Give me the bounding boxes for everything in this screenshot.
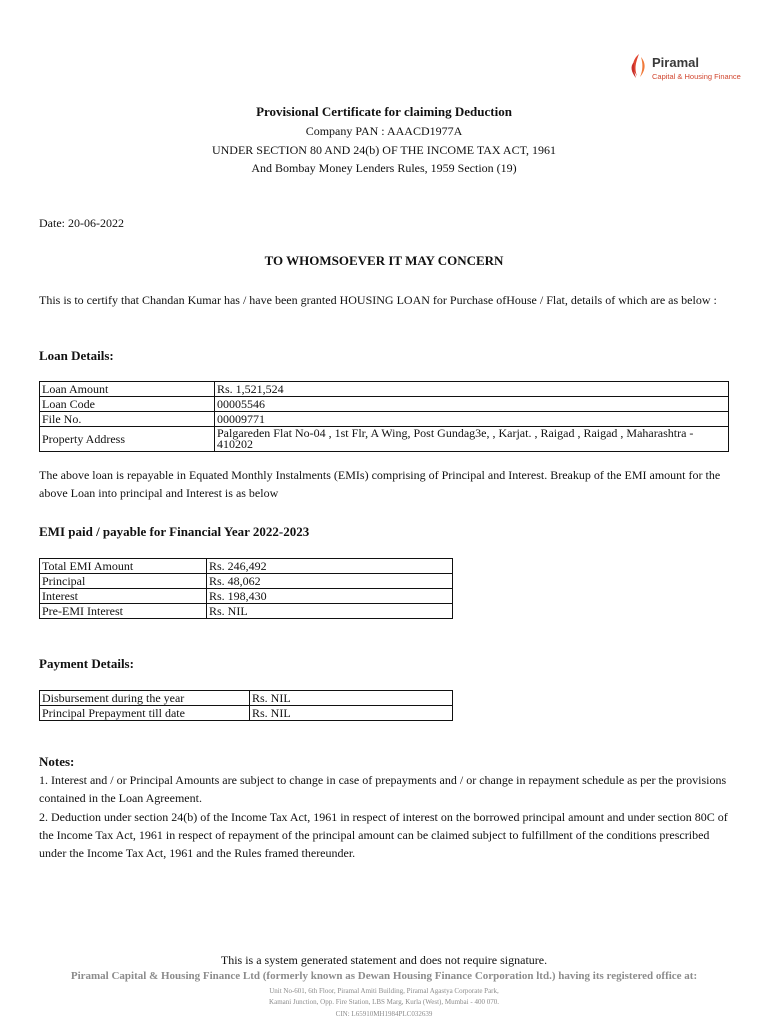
table-row: [40, 382, 729, 397]
table-row: [40, 574, 453, 589]
table-row: [40, 706, 453, 721]
address-line-2: Kamani Junction, Opp. Fire Station, LBS Marg, Kurla (West), Mumbai - 400 070.: [269, 998, 499, 1006]
concern-heading: TO WHOMSOEVER IT MAY CONCERN: [264, 253, 504, 268]
intro-paragraph: This is to certify that Chandan Kumar has / have been granted HOUSING LOAN for Purchase ofHouse / Flat, details of which are as below :: [39, 293, 717, 307]
section-reference: UNDER SECTION 80 AND 24(b) OF THE INCOME TAX ACT, 1961: [211, 143, 557, 157]
emi-explanation: The above loan is repayable in Equated Monthly Instalments (EMIs) comprising of Principal and Interest. Breakup of the EMI amount for the above Loan into principal and Interest is as below: [39, 468, 721, 500]
table-row: [40, 691, 453, 706]
property-address-label: Property Address: [40, 427, 215, 452]
disbursement-value: Rs. NIL: [250, 691, 453, 706]
piramal-logo-icon: [628, 52, 650, 80]
file-no-value: 00009771: [215, 412, 729, 427]
notes-heading: Notes:: [39, 754, 75, 769]
logo-tagline: Capital & Housing Finance: [652, 72, 741, 81]
property-address-value: Palgareden Flat No-04 , 1st Flr, A Wing, Post Gundag3e, , Karjat. , Raigad , Raigad , Maharashtra - 410202: [215, 427, 729, 452]
file-no-label: File No.: [40, 412, 215, 427]
loan-amount-label: Loan Amount: [40, 382, 215, 397]
interest-label: Interest: [40, 589, 207, 604]
table-row: [40, 412, 729, 427]
prepayment-value: Rs. NIL: [250, 706, 453, 721]
certificate-date: Date: 20-06-2022: [39, 216, 124, 230]
disbursement-label: Disbursement during the year: [40, 691, 250, 706]
loan-amount-value: Rs. 1,521,524: [215, 382, 729, 397]
note-item-1: 1. Interest and / or Principal Amounts are subject to change in case of prepayments and / or change in repayment schedule as per the provisions contained in the Loan Agreement.: [39, 773, 727, 805]
principal-label: Principal: [40, 574, 207, 589]
payment-details-table: [39, 690, 453, 721]
interest-value: Rs. 198,430: [207, 589, 453, 604]
loan-details-heading: Loan Details:: [39, 348, 114, 363]
emi-table: [39, 558, 453, 619]
cin-number: CIN: L65910MH1984PLC032639: [335, 1010, 433, 1018]
pre-emi-interest-label: Pre-EMI Interest: [40, 604, 207, 619]
loan-code-value: 00005546: [215, 397, 729, 412]
total-emi-value: Rs. 246,492: [207, 559, 453, 574]
principal-value: Rs. 48,062: [207, 574, 453, 589]
system-generated-notice: This is a system generated statement and does not require signature.: [220, 953, 548, 967]
emi-heading: EMI paid / payable for Financial Year 2022-2023: [39, 524, 310, 539]
rules-reference: And Bombay Money Lenders Rules, 1959 Section (19): [251, 161, 517, 175]
table-row: [40, 397, 729, 412]
table-row: [40, 559, 453, 574]
certificate-title: Provisional Certificate for claiming Deduction: [256, 104, 512, 119]
company-logo: [628, 52, 741, 86]
company-pan: Company PAN : AAACD1977A: [305, 124, 463, 138]
payment-details-heading: Payment Details:: [39, 656, 134, 671]
loan-details-table: [39, 381, 729, 452]
pre-emi-interest-value: Rs. NIL: [207, 604, 453, 619]
registered-office-line: Piramal Capital & Housing Finance Ltd (formerly known as Dewan Housing Finance Corporation ltd.) having its registered office at:: [70, 970, 698, 982]
total-emi-label: Total EMI Amount: [40, 559, 207, 574]
table-row: [40, 604, 453, 619]
logo-brand: Piramal: [652, 55, 699, 70]
prepayment-label: Principal Prepayment till date: [40, 706, 250, 721]
note-item-2: 2. Deduction under section 24(b) of the Income Tax Act, 1961 in respect of interest on the borrowed principal amount and under section 80C of the Income Tax Act, 1961 in respect of repayment of the principal amount can be claimed subject to fulfillment of the conditions prescribed under the Income Tax Act, 1961 and the Rules framed thereunder.: [39, 810, 728, 860]
loan-code-label: Loan Code: [40, 397, 215, 412]
table-row: [40, 427, 729, 452]
address-line-1: Unit No-601, 6th Floor, Piramal Amiti Building, Piramal Agastya Corporate Park,: [269, 987, 499, 995]
table-row: [40, 589, 453, 604]
